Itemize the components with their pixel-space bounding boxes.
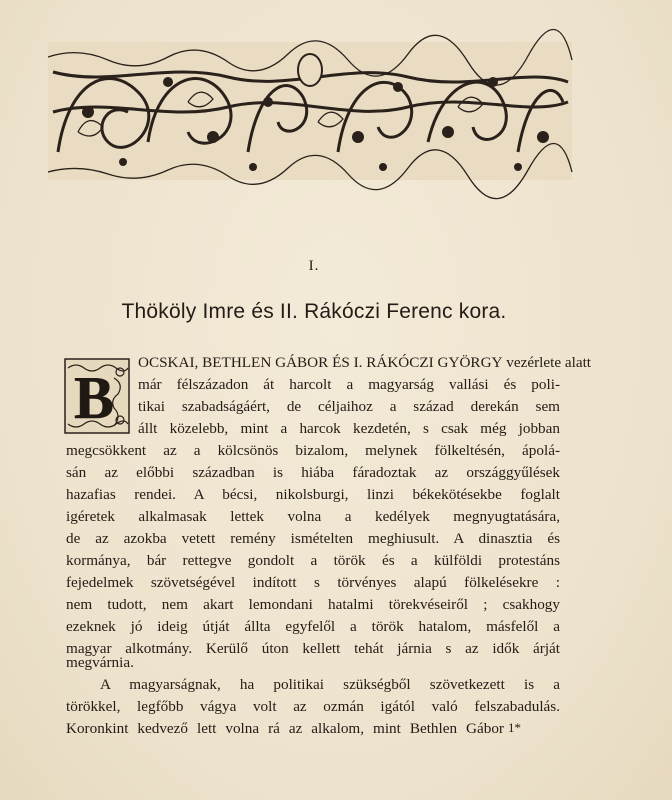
svg-text:B: B — [74, 365, 115, 431]
body-line-8: igéretek alkalmasak lettek volna a kedélyek megnyugtatására, — [66, 508, 560, 525]
body-line-12: nem tudott, nem akart lemondani hatalmi törekvéseiről ; csakhogy — [66, 596, 560, 613]
body-line-4: állt közelebb, mint a harcok kezdetén, s csak még jobban — [138, 420, 560, 437]
body-line-3: tikai szabadságáért, de céljaihoz a század derekán sem — [138, 398, 560, 415]
body-line-1: OCSKAI, BETHLEN GÁBOR ÉS I. RÁKÓCZI GYÖRGY vezérlete alatt — [138, 354, 592, 371]
signature-mark: 1* — [508, 720, 521, 735]
decorated-initial — [64, 358, 130, 434]
body-line-11: fejedelmek szövetségével indított s törvényes alapú fölkelésekre : — [66, 574, 560, 591]
body-line-18: Koronkint kedvező lett volna rá az alkalom, mint Bethlen Gábor — [66, 720, 504, 737]
body-line-5: megcsökkent az a kölcsönös bizalom, melynek fölkeltésén, ápolá- — [66, 442, 560, 459]
body-line-14: magyar alkotmány. Kerülő úton kellett tehát járnia s az idők árját — [66, 640, 560, 657]
ornamental-headpiece — [48, 42, 572, 180]
body-line-10: kormánya, bár rettegve gondolt a török és a külföldi protestáns — [66, 552, 560, 569]
body-line-9: de az azokba vetett remény ismételten meghiusult. A dinasztia és — [66, 530, 560, 547]
body-line-17: törökkel, legfőbb vágya volt az ozmán igától való felszabadulás. — [66, 698, 560, 715]
chapter-title: Thököly Imre és II. Rákóczi Ferenc kora. — [121, 300, 507, 323]
body-line-15: megvárnia. — [66, 654, 134, 671]
body-line-7: hazafias rendei. A bécsi, nikolsburgi, linzi békekötésekbe foglalt — [66, 486, 560, 503]
chapter-number: I. — [308, 258, 320, 274]
body-line-2: már félszázadon át harcolt a magyarság vallási és poli- — [138, 376, 560, 393]
body-line-6: sán az előbbi században is hiába fáradoztak az országgyűlések — [66, 464, 560, 481]
body-line-16b: A magyarságnak, ha politikai szükségből szövetkezett is a — [100, 676, 560, 693]
body-line-13: ezeknek jó ideig útját állta egyfelől a török hatalom, másfelől a — [66, 618, 560, 635]
